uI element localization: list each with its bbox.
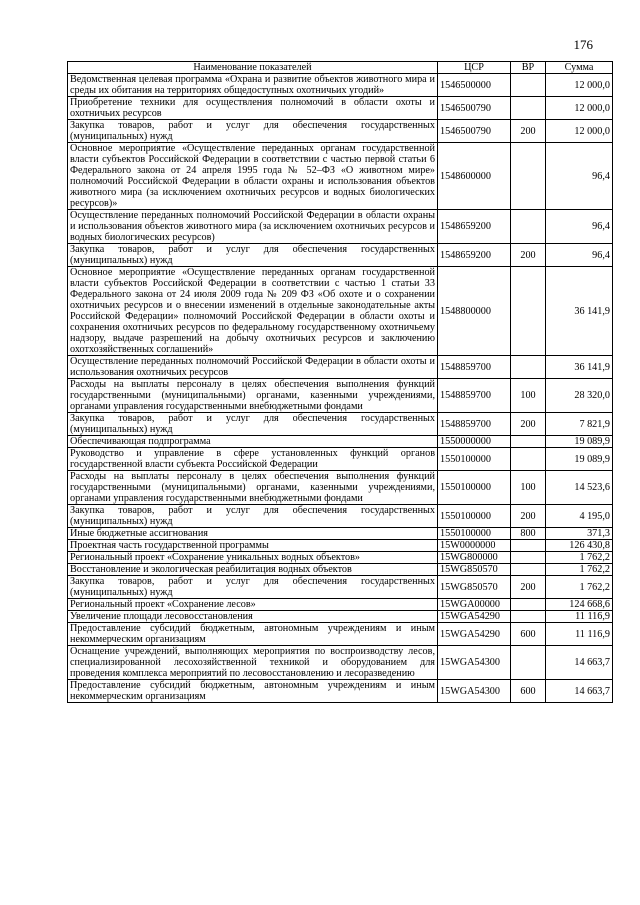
table-row: [68, 379, 613, 413]
cell-name: Закупка товаров, работ и услуг для обеспечения государственных (муниципальных) нужд: [68, 505, 438, 528]
table-row: [68, 143, 613, 210]
cell-vr: [511, 210, 546, 244]
table-row: [68, 540, 613, 552]
cell-sum: 12 000,0: [546, 120, 613, 143]
table-row: [68, 505, 613, 528]
cell-name: Осуществление переданных полномочий Российской Федерации в области охоты и использования охотничьих ресурсов: [68, 356, 438, 379]
table-row: [68, 120, 613, 143]
cell-sum: 19 089,9: [546, 448, 613, 471]
table-body: [68, 74, 613, 703]
cell-name: Обеспечивающая подпрограмма: [68, 436, 438, 448]
header-vr: ВР: [511, 62, 546, 74]
table-row: [68, 413, 613, 436]
cell-csr: 15WGA54300: [438, 646, 511, 680]
cell-vr: 200: [511, 244, 546, 267]
cell-csr: 1550100000: [438, 528, 511, 540]
cell-name: Проектная часть государственной программы: [68, 540, 438, 552]
cell-csr: 15WG800000: [438, 552, 511, 564]
cell-csr: 1548859700: [438, 413, 511, 436]
cell-csr: 1550000000: [438, 436, 511, 448]
cell-sum: 124 668,6: [546, 599, 613, 611]
cell-vr: 600: [511, 623, 546, 646]
table-row: [68, 210, 613, 244]
cell-name: Приобретение техники для осуществления полномочий в области охоты и охотничьих ресурсов: [68, 97, 438, 120]
cell-name: Основное мероприятие «Осуществление переданных органам государственной власти субъектов Российской Федерации в соответствии с частью первой статьи 6 Федерального закона от 24 апреля 1995 года № 52–ФЗ «О животном мире» полномочий Российской Федерации в области охраны и использования объектов животного мира (за исключением охотничьих ресурсов и водных биологических ресурсов)»: [68, 143, 438, 210]
cell-vr: [511, 97, 546, 120]
cell-sum: 126 430,8: [546, 540, 613, 552]
table-row: [68, 97, 613, 120]
cell-csr: 15WGA54290: [438, 611, 511, 623]
page-number: 176: [573, 37, 593, 52]
cell-csr: 15WGA00000: [438, 599, 511, 611]
cell-name: Руководство и управление в сфере установленных функций органов государственной власти субъекта Российской Федерации: [68, 448, 438, 471]
cell-sum: 1 762,2: [546, 564, 613, 576]
cell-name: Ведомственная целевая программа «Охрана и развитие объектов животного мира и среды их обитания на территориях общедоступных охотничьих угодий»: [68, 74, 438, 97]
cell-csr: 15WG850570: [438, 576, 511, 599]
cell-csr: 15WG850570: [438, 564, 511, 576]
cell-vr: [511, 540, 546, 552]
header-name: Наименование показателей: [68, 62, 438, 74]
cell-name: Закупка товаров, работ и услуг для обеспечения государственных (муниципальных) нужд: [68, 244, 438, 267]
header-row: [68, 62, 613, 74]
cell-csr: 1546500790: [438, 120, 511, 143]
cell-sum: 36 141,9: [546, 356, 613, 379]
table-row: [68, 646, 613, 680]
cell-sum: 371,3: [546, 528, 613, 540]
cell-sum: 14 663,7: [546, 680, 613, 703]
cell-name: Оснащение учреждений, выполняющих мероприятия по воспроизводству лесов, специализированной лесохозяйственной техникой и оборудованием для проведения комплекса мероприятий по лесовосстановлению и лесоразведению: [68, 646, 438, 680]
cell-sum: 96,4: [546, 210, 613, 244]
table-row: [68, 471, 613, 505]
cell-vr: 200: [511, 120, 546, 143]
cell-vr: 200: [511, 576, 546, 599]
cell-csr: 1548800000: [438, 267, 511, 356]
table-row: [68, 576, 613, 599]
cell-vr: 100: [511, 471, 546, 505]
cell-vr: [511, 611, 546, 623]
cell-vr: 100: [511, 379, 546, 413]
cell-name: Расходы на выплаты персоналу в целях обеспечения выполнения функций государственными (муниципальными) органами, казенными учреждениями, органами управления государственными внебюджетными фондами: [68, 471, 438, 505]
cell-sum: 96,4: [546, 244, 613, 267]
cell-vr: [511, 552, 546, 564]
table-row: [68, 623, 613, 646]
table-row: [68, 267, 613, 356]
cell-sum: 14 523,6: [546, 471, 613, 505]
cell-name: Расходы на выплаты персоналу в целях обеспечения выполнения функций государственными (муниципальными) органами, казенными учреждениями, органами управления государственными внебюджетными фондами: [68, 379, 438, 413]
cell-name: Иные бюджетные ассигнования: [68, 528, 438, 540]
cell-csr: 15W0000000: [438, 540, 511, 552]
table-row: [68, 611, 613, 623]
table-row: [68, 564, 613, 576]
cell-sum: 4 195,0: [546, 505, 613, 528]
cell-csr: 1548859700: [438, 356, 511, 379]
cell-csr: 1548859700: [438, 379, 511, 413]
cell-name: Осуществление переданных полномочий Российской Федерации в области охраны и использования объектов животного мира (за исключением охотничьих ресурсов и водных биологических ресурсов): [68, 210, 438, 244]
cell-csr: 15WGA54300: [438, 680, 511, 703]
table-row: [68, 436, 613, 448]
cell-csr: 1550100000: [438, 505, 511, 528]
cell-sum: 96,4: [546, 143, 613, 210]
cell-csr: 1550100000: [438, 471, 511, 505]
cell-sum: 1 762,2: [546, 576, 613, 599]
header-sum: Сумма: [546, 62, 613, 74]
table-row: [68, 680, 613, 703]
table-row: [68, 448, 613, 471]
table-header: [68, 62, 613, 74]
cell-vr: [511, 599, 546, 611]
cell-sum: 7 821,9: [546, 413, 613, 436]
table-row: [68, 244, 613, 267]
cell-csr: 1546500000: [438, 74, 511, 97]
cell-name: Закупка товаров, работ и услуг для обеспечения государственных (муниципальных) нужд: [68, 413, 438, 436]
cell-vr: [511, 448, 546, 471]
cell-csr: 1548659200: [438, 244, 511, 267]
cell-sum: 1 762,2: [546, 552, 613, 564]
cell-csr: 1548600000: [438, 143, 511, 210]
cell-sum: 11 116,9: [546, 623, 613, 646]
header-csr: ЦСР: [438, 62, 511, 74]
cell-vr: [511, 436, 546, 448]
cell-vr: [511, 564, 546, 576]
table-row: [68, 528, 613, 540]
cell-name: Предоставление субсидий бюджетным, автономным учреждениям и иным некоммерческим организациям: [68, 623, 438, 646]
cell-name: Предоставление субсидий бюджетным, автономным учреждениям и иным некоммерческим организациям: [68, 680, 438, 703]
cell-name: Закупка товаров, работ и услуг для обеспечения государственных (муниципальных) нужд: [68, 576, 438, 599]
cell-name: Основное мероприятие «Осуществление переданных органам государственной власти субъектов Российской Федерации в соответствии с частью 1 статьи 33 Федерального закона от 24 июля 2009 года № 209 ФЗ «Об охоте и о сохранении охотничьих ресурсов и о внесении изменений в отдельные законодательные акты Российской Федерации» полномочий Российской Федерации в области охоты и сохранения охотничьих ресурсов по федеральному государственному охотничьему надзору, выдаче разрешений на добычу охотничьих ресурсов и заключению охотхозяйственных соглашений»: [68, 267, 438, 356]
cell-vr: 200: [511, 505, 546, 528]
cell-vr: [511, 74, 546, 97]
cell-csr: 1548659200: [438, 210, 511, 244]
cell-vr: [511, 267, 546, 356]
cell-vr: [511, 356, 546, 379]
table-row: [68, 356, 613, 379]
cell-vr: 800: [511, 528, 546, 540]
cell-csr: 1546500790: [438, 97, 511, 120]
cell-vr: [511, 646, 546, 680]
budget-table: [67, 61, 613, 703]
cell-name: Региональный проект «Сохранение лесов»: [68, 599, 438, 611]
cell-name: Увеличение площади лесовосстановления: [68, 611, 438, 623]
cell-sum: 28 320,0: [546, 379, 613, 413]
cell-vr: 200: [511, 413, 546, 436]
cell-sum: 19 089,9: [546, 436, 613, 448]
cell-sum: 12 000,0: [546, 74, 613, 97]
table-row: [68, 599, 613, 611]
table-row: [68, 552, 613, 564]
cell-sum: 36 141,9: [546, 267, 613, 356]
table-row: [68, 74, 613, 97]
cell-sum: 12 000,0: [546, 97, 613, 120]
cell-vr: 600: [511, 680, 546, 703]
cell-csr: 15WGA54290: [438, 623, 511, 646]
cell-sum: 11 116,9: [546, 611, 613, 623]
cell-name: Восстановление и экологическая реабилитация водных объектов: [68, 564, 438, 576]
cell-sum: 14 663,7: [546, 646, 613, 680]
cell-csr: 1550100000: [438, 448, 511, 471]
cell-name: Закупка товаров, работ и услуг для обеспечения государственных (муниципальных) нужд: [68, 120, 438, 143]
cell-vr: [511, 143, 546, 210]
cell-name: Региональный проект «Сохранение уникальных водных объектов»: [68, 552, 438, 564]
